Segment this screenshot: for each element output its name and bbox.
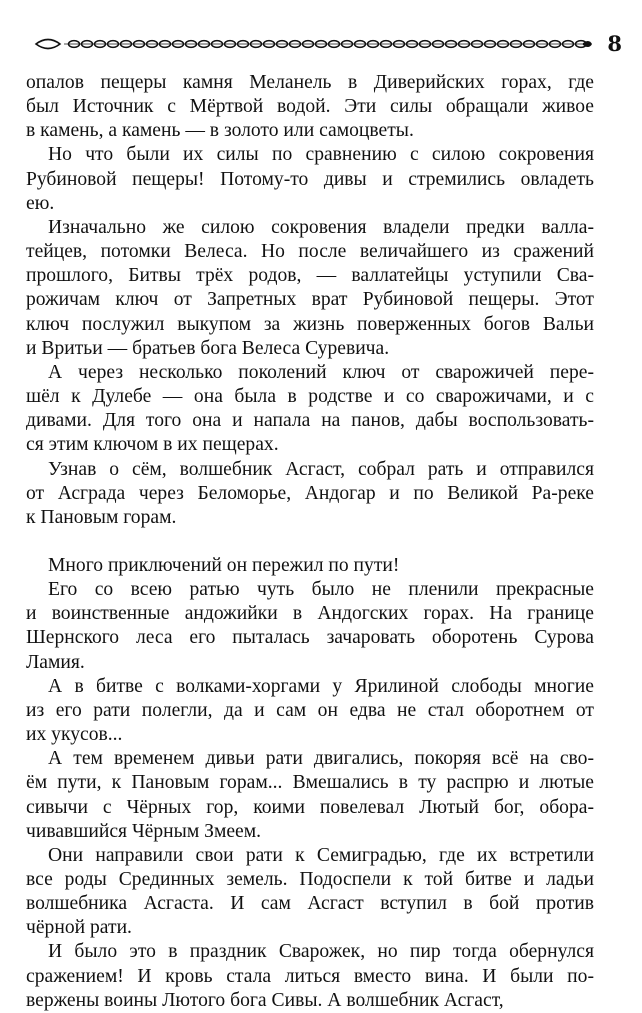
text-line: волшебника Асгаста. И сам Асгаст вступил в бой против (26, 893, 594, 915)
text-line: ключ послужил выкупом за жизнь поверженных богов Вальи (26, 313, 594, 335)
paragraph (26, 143, 616, 215)
text-line: И было это в праздник Сварожек, но пир тогда обернулся (48, 941, 594, 963)
text-line: и воинственные андожийки в Андогских горах. На границе (26, 603, 594, 625)
ornamental-rule-icon (34, 36, 594, 52)
text-line: Рубиновой пещеры! Потому-то дивы и стремились овладеть (26, 168, 594, 190)
text-line: Но что были их силы по сравнению с силою сокровения (48, 144, 594, 166)
text-line: Его со всею ратью чуть было не пленили прекрасные (48, 579, 594, 601)
text-line: Изначально же силою сокровения владели предки валла- (48, 216, 594, 238)
text-line: Много приключений он пережил по пути! (48, 554, 400, 576)
text-line: чивавшийся Чёрным Змеем. (26, 820, 262, 842)
text-line: тейцев, потомки Велеса. Но после величайшего из сражений (26, 241, 594, 263)
paragraph (26, 675, 616, 747)
text-line: рожичам ключ от Запретных врат Рубиновой пещеры. Этот (26, 289, 594, 311)
paragraph (26, 361, 616, 458)
text-line: ся этим ключом в их пещерах. (26, 434, 279, 456)
paragraph (26, 747, 616, 844)
paragraph (26, 554, 616, 578)
running-header (24, 32, 624, 56)
text-line: сражением! И кровь стала литься вместо вина. И были по- (26, 965, 594, 987)
text-line: Ламия. (26, 651, 85, 673)
paragraph (26, 71, 616, 143)
text-line: прошлого, Битвы трёх родов, — валлатейцы уступили Сва- (26, 265, 594, 287)
paragraph (26, 844, 616, 941)
paragraph (26, 940, 616, 1012)
text-line: А тем временем дивьи рати двигались, покоряя всё на сво- (48, 748, 594, 770)
text-line: Шернского леса его пыталась зачаровать оборотень Сурова (26, 627, 594, 649)
text-line: ём пути, к Пановым горам... Вмешались в ту распрю и лютые (26, 772, 594, 794)
text-line: шёл к Дулебе — она была в родстве и со сварожичами, и с (26, 386, 594, 408)
text-line: к Пановым горам. (26, 506, 177, 528)
text-line: Они направили свои рати к Семиградью, где их встретили (48, 844, 594, 866)
text-line: чёрной рати. (26, 917, 132, 939)
text-line: был Источник с Мёртвой водой. Эти силы обращали живое (26, 96, 594, 118)
text-line: Узнав о сём, волшебник Асгаст, собрал рать и отправился (48, 458, 594, 480)
paragraph-gap (26, 530, 616, 554)
text-line: и Вритьи — братьев бога Велеса Суревича. (26, 337, 390, 359)
page-number: 8 (607, 31, 622, 56)
paragraph (26, 458, 616, 530)
paragraph (26, 578, 616, 675)
body-text (26, 71, 616, 1013)
text-line: сивычи с Чёрных гор, коими повелевал Лютый бог, обора- (26, 796, 594, 818)
text-line: опалов пещеры камня Меланель в Диверийских горах, где (26, 72, 594, 93)
text-line: их укусов... (26, 724, 123, 746)
text-line: А через несколько поколений ключ от сварожичей пере- (48, 361, 594, 383)
text-line: дивами. Для того она и напала на панов, дабы воспользовать- (26, 410, 594, 432)
text-line: из его рати полегли, да и сам он едва не стал оборотнем от (26, 699, 594, 721)
text-line: все роды Срединных земель. Подоспели к той битве и ладьи (26, 869, 594, 890)
text-line: в камень, а камень — в золото или самоцветы. (26, 120, 414, 142)
text-line: от Асграда через Беломорье, Андогар и по Великой Ра-реке (26, 482, 594, 504)
paragraph (26, 216, 616, 361)
text-line: ею. (26, 192, 55, 214)
text-line: вержены воины Лютого бога Сивы. А волшебник Асгаст, (26, 989, 504, 1011)
text-line: А в битве с волками-хоргами у Ярилиной слободы многие (48, 675, 594, 697)
